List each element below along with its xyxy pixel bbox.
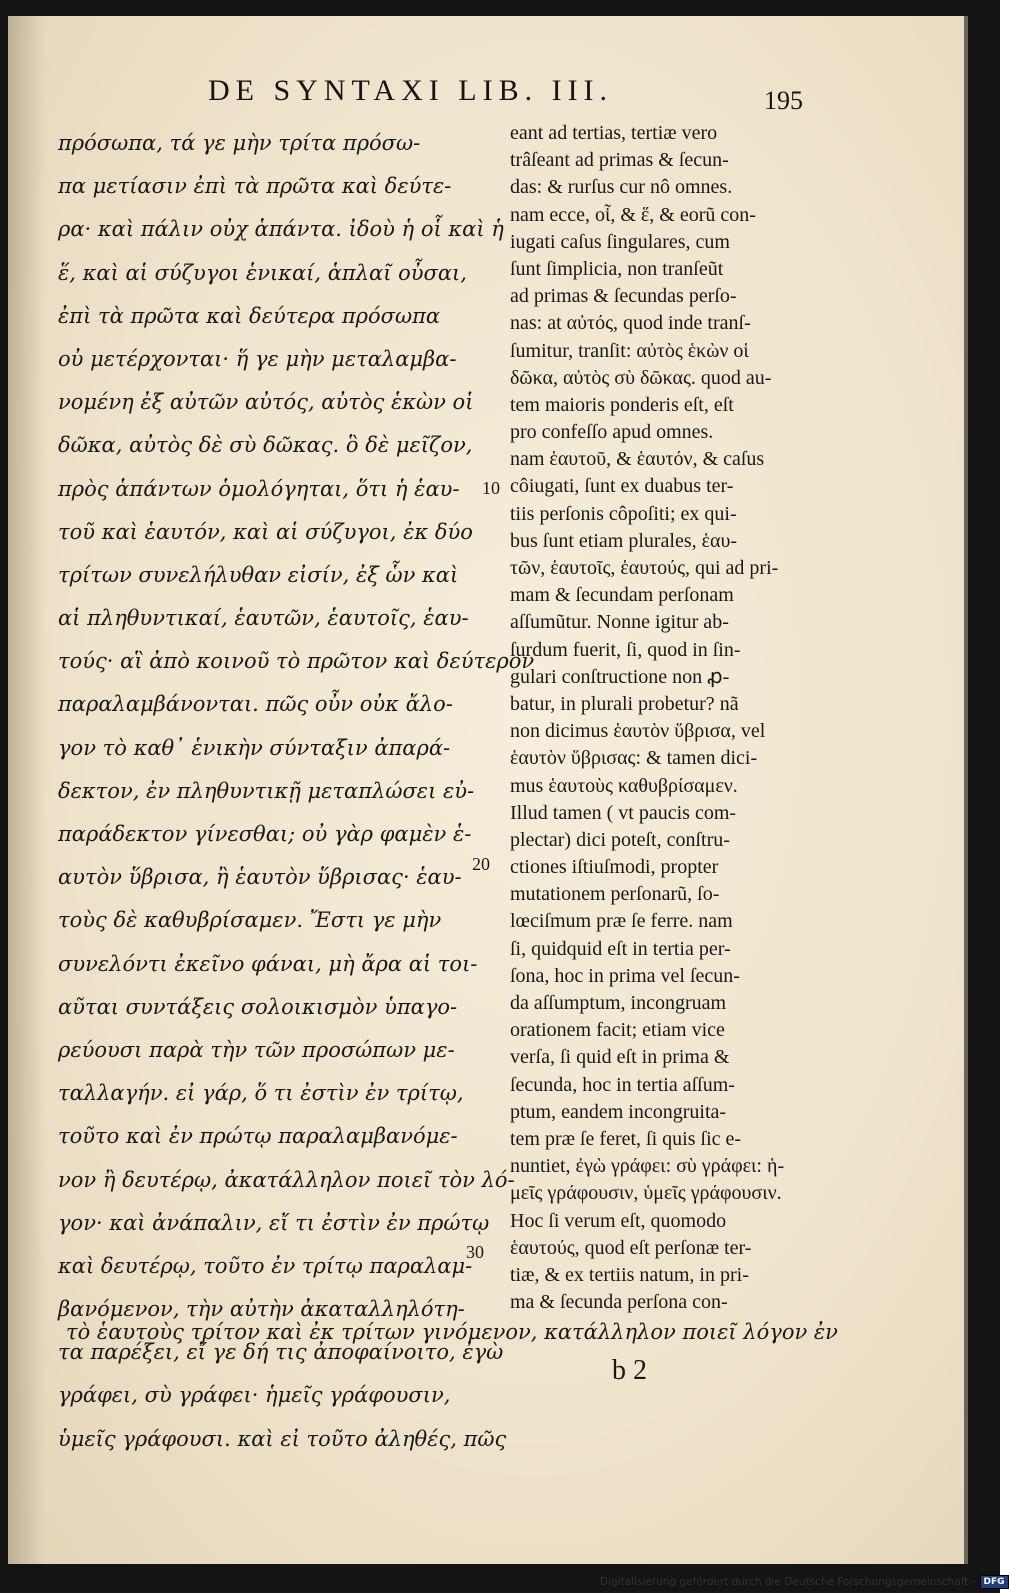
latin-text-line: nuntiet, ἐγὼ γράφει: σὺ γράφει: ἡ-	[510, 1155, 785, 1178]
latin-text-line: ſi, quidquid eſt in tertia per-	[510, 937, 731, 960]
latin-text-line: ἑαυτούς, quod eſt perſonæ ter-	[510, 1236, 752, 1259]
greek-text-line: ρεύουσι παρὰ τὴν τῶν προσώπων με-	[58, 1037, 455, 1062]
latin-text-line: pro confeſſo apud omnes.	[510, 421, 714, 444]
greek-text-line: πρόσωπα, τά γε μὴν τρίτα πρόσω-	[58, 131, 421, 155]
latin-text-line: ma & ſecunda perſona con-	[510, 1291, 728, 1314]
latin-text-line: lœciſmum præ ſe ferre. nam	[510, 910, 733, 933]
latin-text-line: ſecunda, hoc in tertia aſſum-	[510, 1073, 735, 1096]
latin-text-line: tiis perſonis côpoſiti; ex qui-	[510, 502, 737, 525]
latin-text-line: ſunt ſimplicia, non tranſeũt	[510, 257, 724, 280]
latin-text-column	[510, 120, 785, 1316]
latin-text-line: ſumitur, tranſit: αὐτὸς ἑκὼν οἱ	[510, 339, 749, 362]
greek-text-line: νομένη ἐξ αὐτῶν αὐτός, αὐτὸς ἑκὼν οἱ	[58, 390, 474, 415]
greek-text-line: αἱ πληθυντικαί, ἑαυτῶν, ἑαυτοῖς, ἑαυ-	[58, 606, 469, 631]
footer-text: Digitalisierung gefördert durch die Deutsche Forschungsgemeinschaft -	[600, 1576, 976, 1588]
latin-text-line: mutationem perſonarũ, ſo-	[510, 883, 720, 906]
digitization-footer	[600, 1572, 1009, 1592]
page-number: 195	[764, 86, 803, 115]
greek-text-line: γράφει, σὺ γράφει· ἡμεῖς γράφουσιν,	[58, 1383, 451, 1408]
greek-text-line: τοῦ καὶ ἑαυτόν, καὶ αἱ σύζυγοι, ἐκ δύο	[58, 519, 473, 544]
latin-text-line: ſurdum fuerit, ſi, quod in ſin-	[510, 638, 741, 661]
greek-text-line: παραλαμβάνονται. πῶς οὖν οὐκ ἄλο-	[58, 692, 453, 717]
latin-text-line: tiæ, & ex tertiis natum, in pri-	[510, 1263, 749, 1286]
latin-text-line: Illud tamen ( vt paucis com-	[510, 801, 737, 824]
signature-mark: b 2	[612, 1355, 647, 1386]
latin-text-line: ad primas & ſecundas perſo-	[510, 285, 737, 308]
greek-text-column	[58, 122, 535, 1461]
greek-text-line: γον· καὶ ἀνάπαλιν, εἴ τι ἐστὶν ἐν πρώτῳ	[58, 1210, 490, 1235]
latin-text-line: gulari conſtructione non ꝓ-	[510, 665, 730, 688]
latin-text-line: orationem facit; etiam vice	[510, 1019, 725, 1042]
latin-text-line: batur, in plurali probetur? nã	[510, 692, 739, 715]
greek-text-line: ἕ, καὶ αἱ σύζυγοι ἑνικαί, ἁπλαῖ οὖσαι,	[58, 260, 467, 285]
greek-text-line: αυτὸν ὕβρισα, ἢ ἑαυτὸν ὕβρισας· ἑαυ-	[58, 865, 462, 890]
latin-text-line: verſa, ſi quid eſt in prima &	[510, 1046, 730, 1069]
greek-text-line: παράδεκτον γίνεσθαι; οὐ γὰρ φαμὲν ἑ-	[58, 822, 472, 846]
latin-text-line: ptum, eandem incongruita-	[510, 1100, 727, 1123]
latin-text-line: tem maioris ponderis eſt, eſt	[510, 393, 734, 416]
latin-text-line: nas: at αὐτός, quod inde tranſ-	[510, 312, 751, 335]
greek-text-line: δεκτον, ἐν πληθυντικῇ μεταπλώσει εὐ-	[58, 778, 475, 803]
greek-text-line: αῦται συντάξεις σολοικισμὸν ὑπαγο-	[58, 994, 458, 1019]
latin-text-line: iugati caſus ſingulares, cum	[510, 230, 730, 253]
greek-text-line: ὑμεῖς γράφουσι. καὶ εἰ τοῦτο ἀληθές, πῶς	[58, 1426, 507, 1451]
latin-text-line: tem præ ſe feret, ſi quis ſic e-	[510, 1127, 742, 1150]
running-head: DE SYNTAXI LIB. III.	[208, 74, 614, 107]
latin-text-line: côiugati, ſunt ex duabus ter-	[510, 475, 734, 498]
latin-text-line: plectar) dici poteſt, conſtru-	[510, 828, 730, 851]
dfg-logo-icon: DFG	[980, 1575, 1009, 1589]
latin-text-line: ſona, hoc in prima vel ſecun-	[510, 964, 740, 987]
latin-text-line: trâſeant ad primas & ſecun-	[510, 149, 729, 172]
greek-text-line: νον ἢ δευτέρῳ, ἀκατάλληλον ποιεῖ τὸν λό-	[58, 1167, 515, 1192]
greek-text-line: ταλλαγήν. εἰ γάρ, ὅ τι ἐστὶν ἐν τρίτῳ,	[58, 1081, 464, 1106]
greek-text-line: βανόμενον, τὴν αὐτὴν ἀκαταλληλότη-	[58, 1297, 465, 1322]
latin-text-line: ctiones iſtiuſmodi, propter	[510, 856, 719, 879]
greek-last-line: τὸ ἑαυτοὺς τρίτον καὶ ἐκ τρίτων γινόμενον, κατάλληλον ποιεῖ λόγον ἐν	[66, 1320, 838, 1344]
gutter-shadow	[8, 16, 46, 1564]
latin-text-line: Hoc ſi verum eſt, quomodo	[510, 1209, 727, 1232]
latin-text-line: nam ἑαυτοῦ, & ἑαυτόν, & caſus	[510, 448, 765, 471]
greek-text-line: τρίτων συνελήλυθαν εἰσίν, ἐξ ὧν καὶ	[58, 562, 459, 587]
latin-text-line: mam & ſecundam perſonam	[510, 584, 734, 607]
greek-text-line: δῶκα, αὐτὸς δὲ σὺ δῶκας. ὃ δὲ μεῖζον,	[58, 433, 473, 458]
latin-text-line: τῶν, ἑαυτοῖς, ἑαυτούς, qui ad pri-	[510, 557, 779, 579]
latin-text-line: μεῖς γράφουσιν, ὑμεῖς γράφουσιν.	[510, 1182, 782, 1205]
greek-text-line: καὶ δευτέρῳ, τοῦτο ἐν τρίτῳ παραλαμ-	[58, 1253, 473, 1278]
greek-text-line: τούς· αἳ ἀπὸ κοινοῦ τὸ πρῶτον καὶ δεύτερον	[58, 649, 535, 674]
greek-text-line: τοῦτο καὶ ἐν πρώτῳ παραλαμβανόμε-	[58, 1124, 458, 1149]
line-number-30: 30	[466, 1242, 484, 1262]
greek-text-line: οὐ μετέρχονται· ἥ γε μὴν μεταλαμβα-	[58, 346, 457, 371]
line-number-20: 20	[472, 854, 490, 874]
latin-text-line: non dicimus ἑαυτὸν ὕβρισα, vel	[510, 720, 766, 743]
latin-text-line: mus ἑαυτοὺς καθυβρίσαμεν.	[510, 774, 738, 797]
greek-text-line: τα παρέξει, εἴ γε δή τις ἀποφαίνοιτο, ἐγὼ	[58, 1340, 504, 1365]
greek-text-line: συνελόντι ἐκεῖνο φάναι, μὴ ἄρα αἱ τοι-	[58, 951, 478, 976]
greek-text-line: πρὸς ἁπάντων ὁμολόγηται, ὅτι ἡ ἑαυ-	[58, 476, 460, 501]
greek-text-line: πα μετίασιν ἐπὶ τὰ πρῶτα καὶ δεύτε-	[58, 174, 452, 199]
latin-text-line: nam ecce, οἷ, & ἕ, & eorũ con-	[510, 203, 756, 226]
latin-text-line: das: & rurſus cur nô omnes.	[510, 176, 733, 199]
latin-text-line: aſſumũtur. Nonne igitur ab-	[510, 611, 729, 634]
latin-text-line: δῶκα, αὐτὸς σὺ δῶκας. quod au-	[510, 366, 772, 389]
latin-text-line: ἑαυτὸν ὕβρισας: & tamen dici-	[510, 747, 758, 770]
greek-text-line: τοὺς δὲ καθυβρίσαμεν. Ἔστι γε μὴν	[58, 908, 442, 933]
greek-text-line: ρα· καὶ πάλιν οὐχ ἁπάντα. ἰδοὺ ἡ οἷ καὶ ἡ	[58, 217, 504, 242]
line-number-10: 10	[482, 478, 500, 498]
greek-text-line: γον τὸ καθ᾽ ἑνικὴν σύνταξιν ἀπαρά-	[58, 735, 451, 760]
latin-text-line: da aſſumptum, incongruam	[510, 992, 727, 1014]
greek-text-line: ἐπὶ τὰ πρῶτα καὶ δεύτερα πρόσωπα	[58, 303, 441, 328]
latin-text-line: eant ad tertias, tertiæ vero	[510, 122, 718, 144]
latin-text-line: bus ſunt etiam plurales, ἑαυ-	[510, 529, 738, 552]
